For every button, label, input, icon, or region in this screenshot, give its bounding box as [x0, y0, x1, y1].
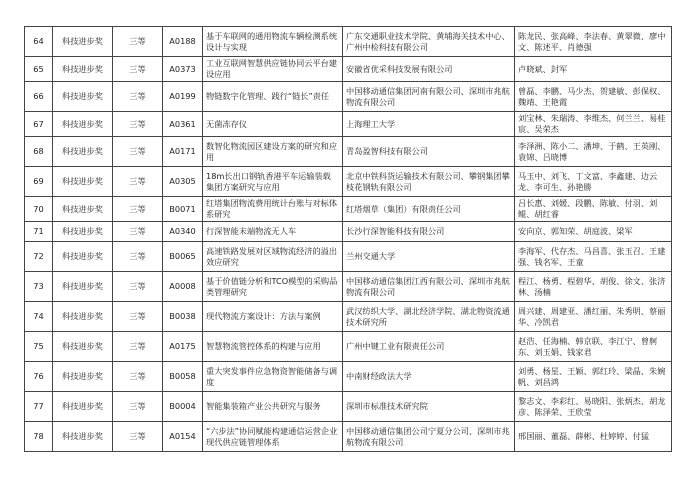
project-title: “六步法”协同赋能构建通信运营企业现代供应链管理体系 [203, 422, 343, 452]
award-grade: 三等 [113, 332, 163, 362]
completing-units: 中南财经政法大学 [343, 362, 515, 392]
table-row [25, 392, 672, 422]
award-category: 科技进步奖 [53, 272, 113, 302]
completing-people: 卢晓斌、封军 [515, 57, 672, 82]
award-category: 科技进步奖 [53, 362, 113, 392]
row-number: 70 [25, 197, 53, 222]
project-code: B0038 [163, 302, 203, 332]
completing-people: 马玉中、刘飞、丁文富、李鑫建、边云龙、李可生、孙艳勝 [515, 167, 672, 197]
table-row [25, 222, 672, 242]
completing-units: 青岛盈智科技有限公司 [343, 137, 515, 167]
row-number: 71 [25, 222, 53, 242]
project-title: 智能集装箱产业公共研究与服务 [203, 392, 343, 422]
project-code: A0154 [163, 422, 203, 452]
table-row [25, 272, 672, 302]
project-title: 数智化物流园区建设方案的研究和应用 [203, 137, 343, 167]
award-grade: 三等 [113, 137, 163, 167]
project-title: 现代物流方案设计：方法与案例 [203, 302, 343, 332]
table-row [25, 112, 672, 137]
row-number: 77 [25, 392, 53, 422]
project-code: A0199 [163, 82, 203, 112]
award-category: 科技进步奖 [53, 57, 113, 82]
award-category: 科技进步奖 [53, 302, 113, 332]
row-number: 65 [25, 57, 53, 82]
award-grade: 三等 [113, 82, 163, 112]
table-row [25, 27, 672, 57]
project-title: 高速铁路发展对区域物流经济的溢出效应研究 [203, 242, 343, 272]
completing-people: 李海军、代存杰、马昌喜、张玉召、王建强、钱名军、王童 [515, 242, 672, 272]
completing-units: 安徽省优采科技发展有限公司 [343, 57, 515, 82]
completing-people: 刘勇、杨星、王颖、郭红玲、梁晶、朱婉帆、刘昌鸿 [515, 362, 672, 392]
table-row [25, 302, 672, 332]
row-number: 68 [25, 137, 53, 167]
award-grade: 三等 [113, 392, 163, 422]
award-grade: 三等 [113, 242, 163, 272]
award-category: 科技进步奖 [53, 137, 113, 167]
completing-people: 李泽洲、陈小二、潘坤、于鹤、王英刚、袁锦、吕晓博 [515, 137, 672, 167]
project-code: B0071 [163, 197, 203, 222]
project-title: 基于价值链分析和TCO模型的采购品类管理研究 [203, 272, 343, 302]
project-title: 智慧物流管控体系的构建与应用 [203, 332, 343, 362]
table-row [25, 362, 672, 392]
completing-units: 中国移动通信集团江西有限公司、深圳市兆航物流有限公司 [343, 272, 515, 302]
row-number: 75 [25, 332, 53, 362]
project-title: 无菌冻存仪 [203, 112, 343, 137]
row-number: 73 [25, 272, 53, 302]
completing-units: 广东交通职业技术学院、黄埔海关技术中心、广州中检科技有限公司 [343, 27, 515, 57]
award-category: 科技进步奖 [53, 222, 113, 242]
completing-units: 广州中键工业有限责任公司 [343, 332, 515, 362]
project-title: 物链数字化管理、践行“链长”责任 [203, 82, 343, 112]
project-code: A0361 [163, 112, 203, 137]
completing-people: 吕长惠、刘媛、段鹏、陈敏、付羽、刘鲲、胡红睿 [515, 197, 672, 222]
award-rows [25, 27, 672, 452]
table-row [25, 422, 672, 452]
completing-units: 中国移动通信集团公司宁夏分公司、深圳市兆航物流有限公司 [343, 422, 515, 452]
award-category: 科技进步奖 [53, 242, 113, 272]
project-title: 红塔集团物流费用统计台账与对标体系研究 [203, 197, 343, 222]
award-grade: 三等 [113, 302, 163, 332]
completing-units: 北京中铁科货运输技术有限公司、攀钢集团攀枝花钢轨有限公司 [343, 167, 515, 197]
completing-units: 长沙行深智能科技有限公司 [343, 222, 515, 242]
award-grade: 三等 [113, 27, 163, 57]
table-row [25, 82, 672, 112]
award-grade: 三等 [113, 362, 163, 392]
row-number: 69 [25, 167, 53, 197]
award-grade: 三等 [113, 197, 163, 222]
row-number: 67 [25, 112, 53, 137]
completing-people: 安向京、郭知荣、胡庭波、梁军 [515, 222, 672, 242]
award-category: 科技进步奖 [53, 82, 113, 112]
table-row [25, 137, 672, 167]
award-grade: 三等 [113, 222, 163, 242]
project-code: B0004 [163, 392, 203, 422]
row-number: 66 [25, 82, 53, 112]
completing-units: 兰州交通大学 [343, 242, 515, 272]
project-code: B0058 [163, 362, 203, 392]
project-code: A0373 [163, 57, 203, 82]
project-code: A0340 [163, 222, 203, 242]
award-grade: 三等 [113, 112, 163, 137]
project-code: A0008 [163, 272, 203, 302]
row-number: 72 [25, 242, 53, 272]
completing-people: 赵浩、任海楠、韩京联、李江宁、曾舸东、刘玉娟、钱家君 [515, 332, 672, 362]
completing-units: 中国移动通信集团河南有限公司、深圳市兆航物流有限公司 [343, 82, 515, 112]
award-category: 科技进步奖 [53, 332, 113, 362]
completing-people: 黎志文、李彩红、易晓阳、张炳杰、胡龙彦、陈泽荣、王欣莹 [515, 392, 672, 422]
row-number: 64 [25, 27, 53, 57]
completing-people: 程江、杨勇、程碧华、胡俊、徐文、张济林、汤楠 [515, 272, 672, 302]
project-code: A0305 [163, 167, 203, 197]
completing-people: 陈龙民、张高峰、李法春、黄翠微、廖中文、陈述平、肖德强 [515, 27, 672, 57]
table-row [25, 167, 672, 197]
project-code: A0171 [163, 137, 203, 167]
table-row [25, 332, 672, 362]
project-title: 基于车联网的通用物流车辆检测系统设计与实现 [203, 27, 343, 57]
completing-people: 邢国丽、董磊、薛彬、杜婷婷、付猛 [515, 422, 672, 452]
completing-units: 武汉纺织大学、湖北经济学院、湖北物资流通技术研究所 [343, 302, 515, 332]
table-row [25, 242, 672, 272]
completing-people: 周兴建、周建亚、潘红丽、朱秀明、蔡丽华、冷凯君 [515, 302, 672, 332]
award-category: 科技进步奖 [53, 422, 113, 452]
project-code: A0175 [163, 332, 203, 362]
table-row [25, 57, 672, 82]
award-category: 科技进步奖 [53, 167, 113, 197]
award-list-table [24, 26, 672, 452]
row-number: 76 [25, 362, 53, 392]
project-title: 18m长出口钢轨香港平车运输装载集团方案研究与应用 [203, 167, 343, 197]
completing-people: 刘宝林、朱瑞涛、李维杰、何兰兰、易桂宸、吴荣杰 [515, 112, 672, 137]
completing-units: 红塔烟草（集团）有限责任公司 [343, 197, 515, 222]
project-code: A0188 [163, 27, 203, 57]
row-number: 74 [25, 302, 53, 332]
award-grade: 三等 [113, 272, 163, 302]
project-title: 行深智能末端物流无人车 [203, 222, 343, 242]
project-title: 工业互联网智慧供应链协同云平台建设应用 [203, 57, 343, 82]
project-title: 重大突发事件应急物资智能储备与调度 [203, 362, 343, 392]
award-grade: 三等 [113, 167, 163, 197]
award-category: 科技进步奖 [53, 197, 113, 222]
award-category: 科技进步奖 [53, 392, 113, 422]
completing-units: 上海理工大学 [343, 112, 515, 137]
project-code: B0065 [163, 242, 203, 272]
table-row [25, 197, 672, 222]
award-category: 科技进步奖 [53, 27, 113, 57]
award-grade: 三等 [113, 57, 163, 82]
completing-units: 深圳市标准技术研究院 [343, 392, 515, 422]
award-grade: 三等 [113, 422, 163, 452]
completing-people: 曾磊、李鹏、马少杰、贺建敏、彭保权、魏靖、王艳霞 [515, 82, 672, 112]
award-category: 科技进步奖 [53, 112, 113, 137]
row-number: 78 [25, 422, 53, 452]
